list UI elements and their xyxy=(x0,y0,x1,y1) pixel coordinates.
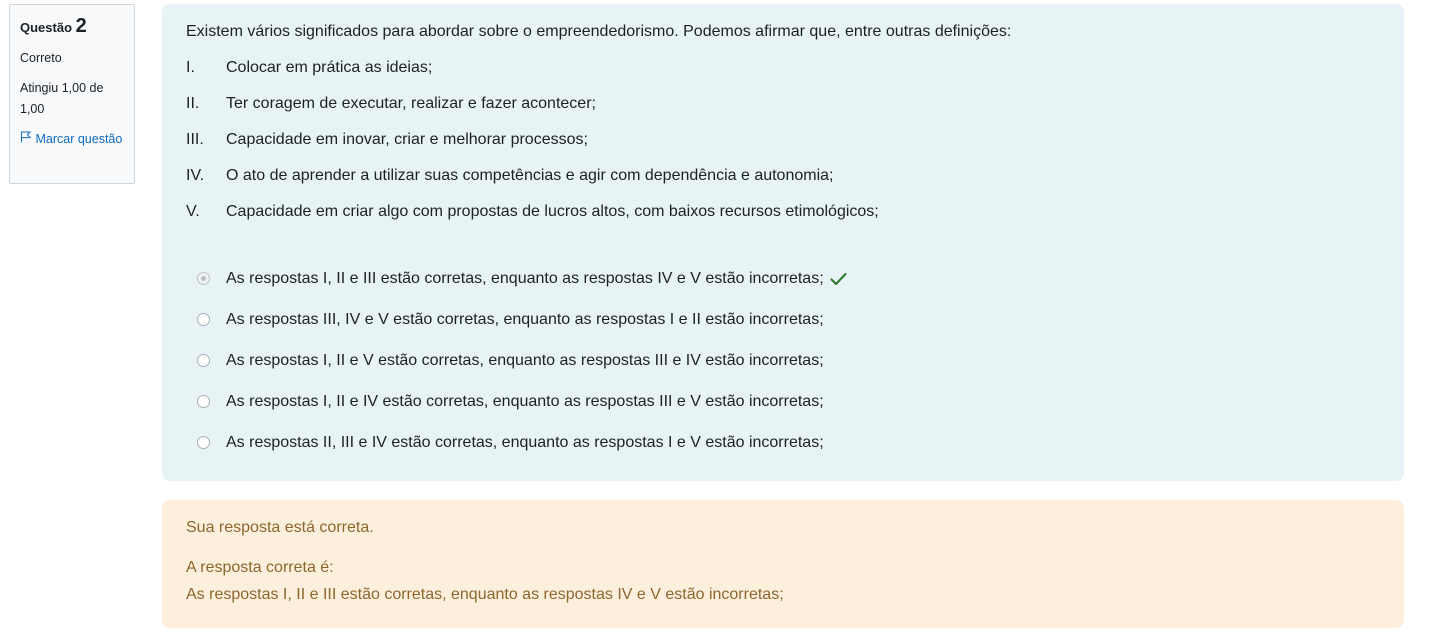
statement-item xyxy=(186,202,1380,238)
question-intro: Existem vários significados para abordar sobre o empreendedorismo. Podemos afirmar que, entre outras definições: xyxy=(186,23,1012,40)
question-label: Questão xyxy=(20,20,73,35)
answer-text-c: As respostas I, II e V estão corretas, enquanto as respostas III e IV estão incorretas; xyxy=(226,351,824,369)
right-answer-text: As respostas I, II e III estão corretas, enquanto as respostas IV e V estão incorretas; xyxy=(186,586,784,603)
statement-text: Capacidade em inovar, criar e melhorar processos; xyxy=(226,131,588,148)
answer-option-a[interactable] xyxy=(186,258,1380,299)
question-grade: Atingiu 1,00 de 1,00 xyxy=(20,81,104,116)
answer-text-a: As respostas I, II e III estão corretas, enquanto as respostas IV e V estão incorretas; xyxy=(226,269,824,287)
statement-item xyxy=(186,166,1380,202)
statement-item xyxy=(186,130,1380,166)
question-info-panel xyxy=(9,4,135,184)
answer-option-c[interactable] xyxy=(186,340,1380,381)
statement-text: Ter coragem de executar, realizar e fazer acontecer; xyxy=(226,95,596,112)
answer-option-d[interactable] xyxy=(186,381,1380,422)
answer-radio-b[interactable] xyxy=(197,313,210,326)
question-state: Correto xyxy=(20,51,62,65)
answer-text-e: As respostas II, III e IV estão corretas, enquanto as respostas I e V estão incorretas; xyxy=(226,433,824,451)
answer-option-e[interactable] xyxy=(186,422,1380,463)
statement-item xyxy=(186,58,1380,94)
statement-item xyxy=(186,94,1380,130)
check-icon xyxy=(830,272,847,286)
question-text xyxy=(186,22,1380,238)
statement-text: Capacidade em criar algo com propostas de lucros altos, com baixos recursos etimológicos; xyxy=(226,203,879,220)
answer-text-d: As respostas I, II e IV estão corretas, enquanto as respostas III e V estão incorretas; xyxy=(226,392,824,410)
question-number-heading xyxy=(20,15,124,38)
answer-radio-e[interactable] xyxy=(197,436,210,449)
question-formulation xyxy=(162,4,1404,481)
statement-text: O ato de aprender a utilizar suas competências e agir com dependência e autonomia; xyxy=(226,167,834,184)
answer-radio-a[interactable] xyxy=(197,272,210,285)
answer-radio-c[interactable] xyxy=(197,354,210,367)
question-outcome xyxy=(162,500,1404,628)
statement-numeral: III. xyxy=(186,131,204,148)
answer-option-b[interactable] xyxy=(186,299,1380,340)
question-number: 2 xyxy=(75,15,87,37)
flag-question-link[interactable] xyxy=(20,129,124,150)
right-answer-label: A resposta correta é: xyxy=(186,559,334,576)
flag-icon xyxy=(20,129,32,150)
answer-text-b: As respostas III, IV e V estão corretas, enquanto as respostas I e II estão incorretas; xyxy=(226,310,824,328)
feedback-text: Sua resposta está correta. xyxy=(186,519,374,536)
statement-numeral: V. xyxy=(186,203,200,220)
answer-radio-d[interactable] xyxy=(197,395,210,408)
answer-options xyxy=(186,258,1380,463)
statement-numeral: IV. xyxy=(186,167,205,184)
flag-question-label: Marcar questão xyxy=(35,132,123,146)
statement-numeral: II. xyxy=(186,95,200,112)
statement-text: Colocar em prática as ideias; xyxy=(226,59,433,76)
statement-numeral: I. xyxy=(186,59,195,76)
